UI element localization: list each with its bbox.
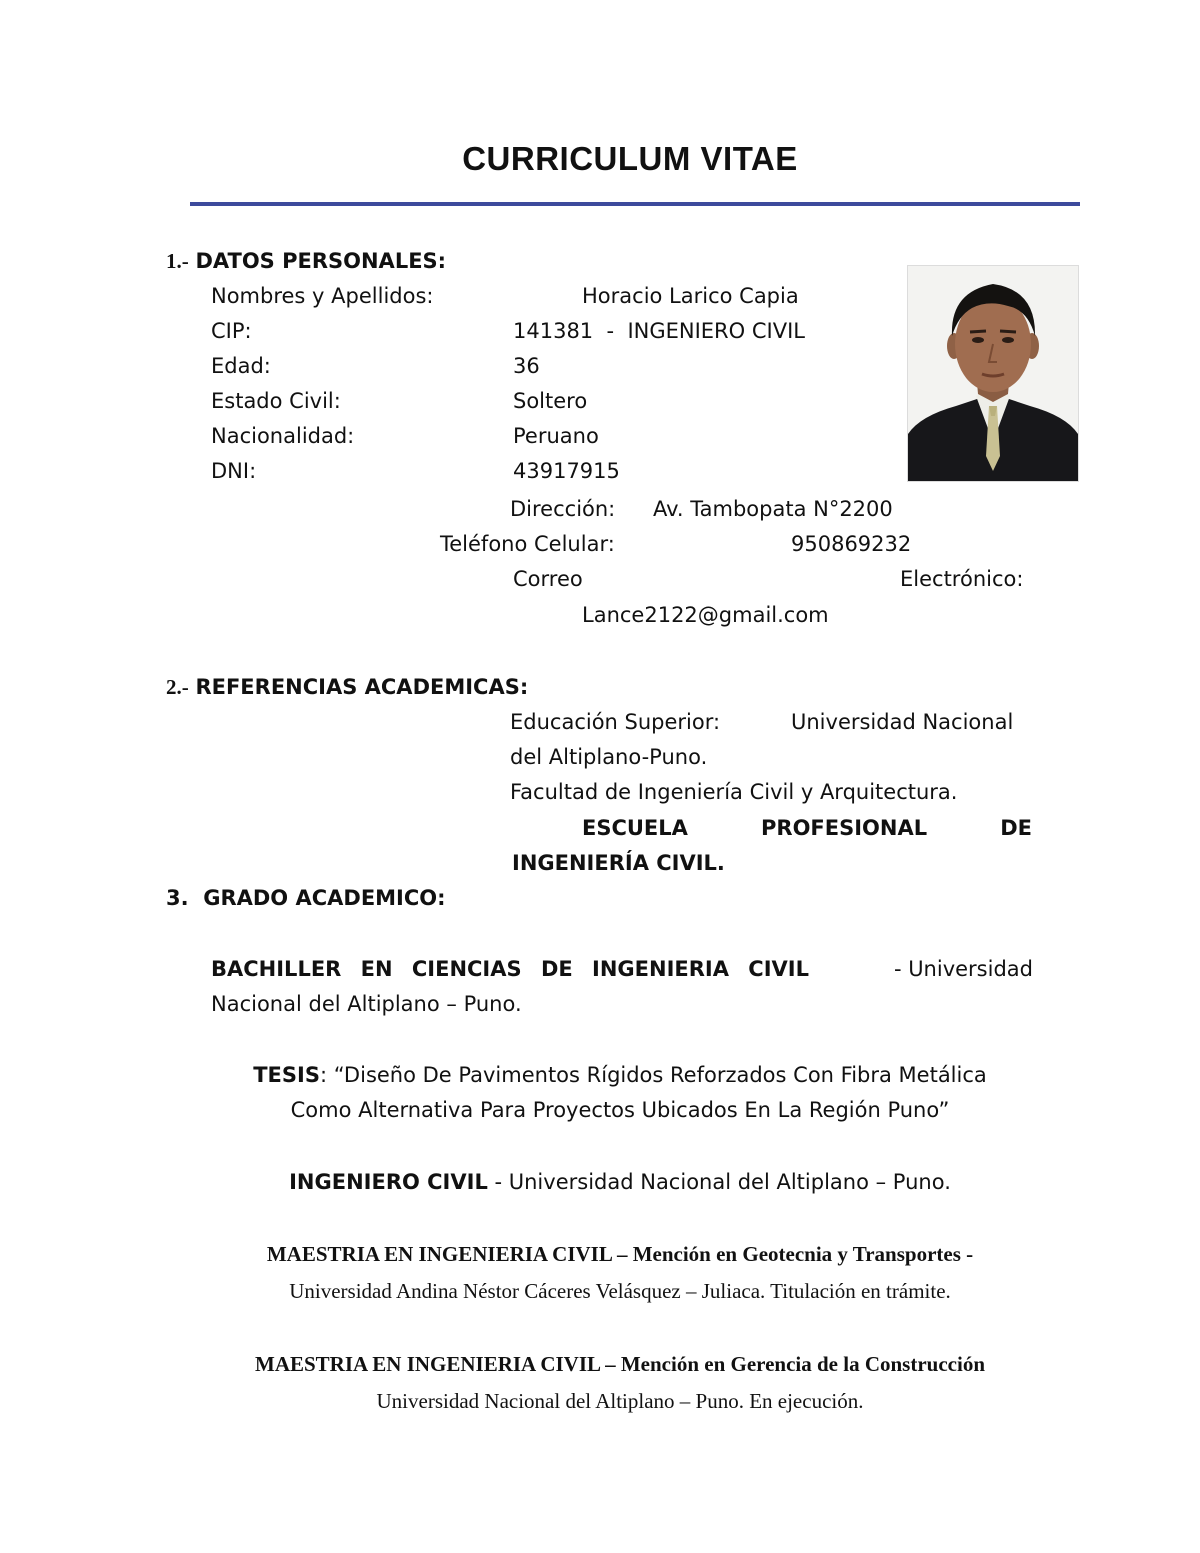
cip-label: CIP: (211, 319, 252, 343)
cip-value: 141381 - INGENIERO CIVIL (513, 319, 805, 343)
portrait-image (908, 266, 1078, 481)
title-divider (190, 202, 1080, 206)
master-geotechnics-institution: Universidad Andina Néstor Cáceres Velásquez – Juliaca. Titulación en trámite. (289, 1279, 951, 1303)
master-construction-institution: Universidad Nacional del Altiplano – Puno. En ejecución. (376, 1389, 864, 1413)
nationality-label: Nacionalidad: (211, 424, 355, 448)
bachelor-institution: - Universidad (893, 957, 1033, 981)
section-personal-heading (166, 244, 446, 279)
email-value: Lance2122@gmail.com (582, 603, 829, 627)
section-references-heading (166, 670, 528, 705)
section-title: DATOS PERSONALES: (195, 249, 447, 273)
engineer-institution: - Universidad Nacional del Altiplano – Puno. (487, 1170, 951, 1194)
thesis-title-cont: Como Alternativa Para Proyectos Ubicados En La Región Puno” (290, 1098, 950, 1122)
phone-value: 950869232 (791, 532, 912, 556)
age-label: Edad: (211, 354, 271, 378)
thesis (180, 1058, 1060, 1093)
section-number: 2.- (166, 675, 189, 699)
higher-education-label: Educación Superior: (510, 710, 721, 734)
nationality-value: Peruano (513, 424, 599, 448)
dni-label: DNI: (211, 459, 257, 483)
higher-education-value: Universidad Nacional (791, 710, 1014, 734)
school-name-cont: INGENIERÍA CIVIL. (512, 851, 725, 875)
master-geotechnics-title: MAESTRIA EN INGENIERIA CIVIL – Mención en Geotecnia y Transportes - (266, 1242, 974, 1266)
thesis-title: : “Diseño De Pavimentos Rígidos Reforzados Con Fibra Metálica (319, 1063, 987, 1087)
civil-status-label: Estado Civil: (211, 389, 341, 413)
email-label-first: Correo (513, 567, 583, 591)
email-label-second: Electrónico: (900, 567, 1024, 591)
engineer-degree (180, 1165, 1060, 1200)
higher-education-value-cont: del Altiplano-Puno. (510, 745, 708, 769)
bachelor-degree (211, 952, 1033, 987)
bachelor-institution-cont: Nacional del Altiplano – Puno. (211, 992, 522, 1016)
phone-label: Teléfono Celular: (440, 532, 615, 556)
dni-value: 43917915 (513, 459, 620, 483)
section-degree-heading: 3. GRADO ACADEMICO: (166, 886, 446, 910)
name-value: Horacio Larico Capia (582, 284, 799, 308)
age-value: 36 (513, 354, 540, 378)
section-number: 1.- (166, 249, 189, 273)
page-title: CURRICULUM VITAE (462, 140, 798, 177)
engineer-title: INGENIERO CIVIL (289, 1170, 488, 1194)
civil-status-value: Soltero (513, 389, 588, 413)
bachelor-title: BACHILLER EN CIENCIAS DE INGENIERIA CIVIL (211, 957, 809, 981)
profile-photo (907, 265, 1079, 482)
thesis-label: TESIS (253, 1063, 320, 1087)
master-construction-title: MAESTRIA EN INGENIERIA CIVIL – Mención en Gerencia de la Construcción (255, 1352, 985, 1376)
address-label: Dirección: (510, 497, 616, 521)
section-title: REFERENCIAS ACADEMICAS: (195, 675, 529, 699)
school-name: ESCUELA PROFESIONAL DE (582, 816, 1032, 840)
name-label: Nombres y Apellidos: (211, 284, 434, 308)
address-value: Av. Tambopata N°2200 (653, 497, 893, 521)
faculty-name: Facultad de Ingeniería Civil y Arquitectura. (510, 780, 958, 804)
